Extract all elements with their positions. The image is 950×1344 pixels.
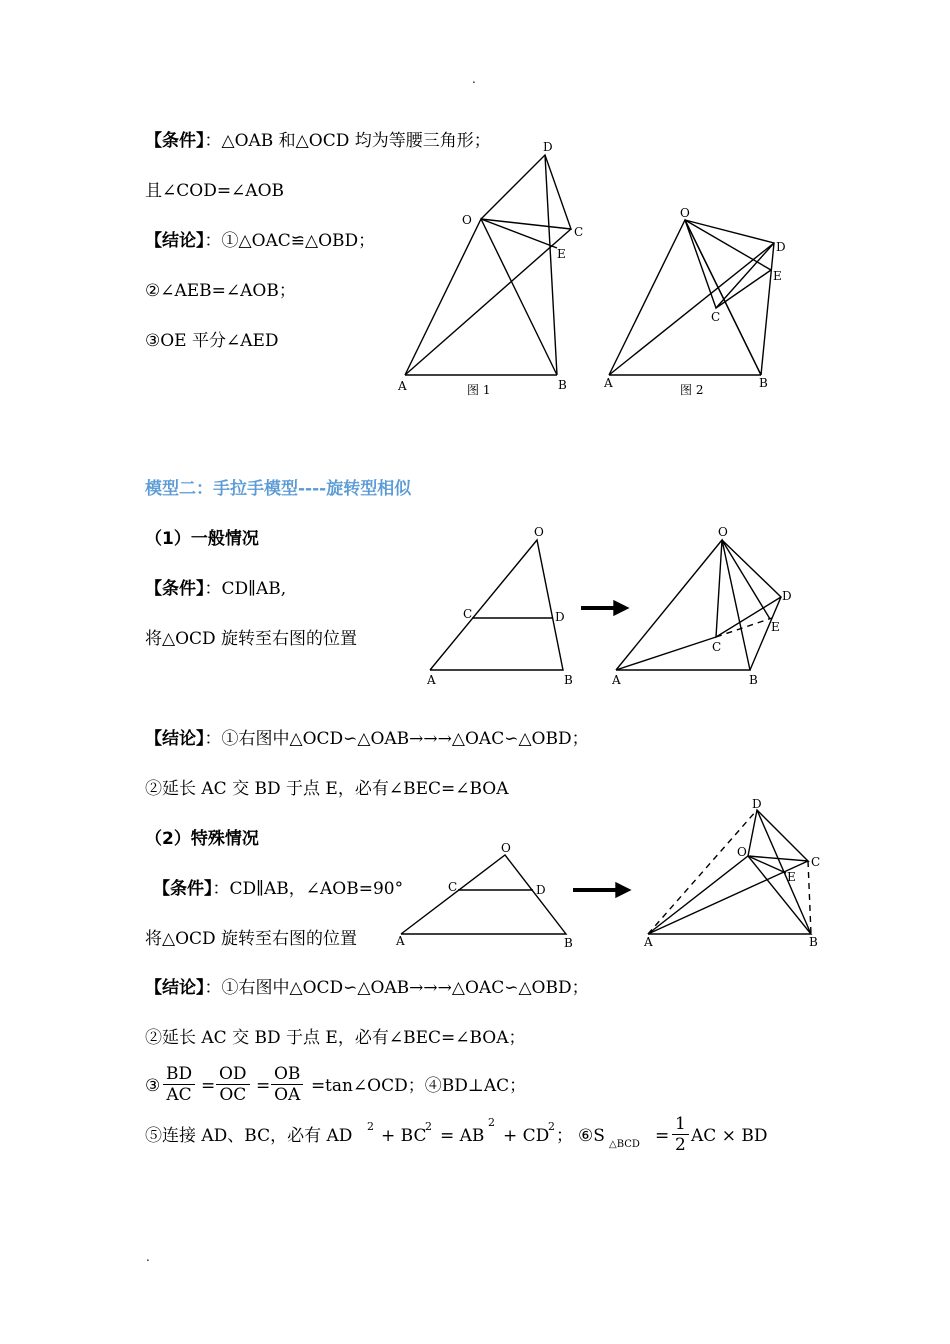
fig2-line-ce [716,270,771,308]
model1-condition-line2: 且∠COD=∠AOB [145,181,285,201]
fig1-label-a: A [398,379,407,393]
case2-conclusion-text: ：①右图中△OCD∽△OAB→→→△OAC∽△OBD； [204,978,589,998]
case1-left-label-d: D [555,610,565,624]
fraction-od-oc [216,1064,250,1105]
conclusion-text: ：①△OAC≌△OBD； [204,231,376,251]
model1-conclusion-2: ②∠AEB=∠AOB； [145,281,296,301]
fig1-label-d: D [543,140,553,154]
fig1-label-e: E [557,247,566,261]
case2-conclusion [145,977,589,999]
c6-eq: = [655,1126,670,1146]
condition-text: ：△OAB 和△OCD 均为等腰三角形； [204,131,491,151]
fig1-label-o: O [462,213,472,227]
case1-conclusion-text: ：①右图中△OCD∽△OAB→→→△OAC∽△OBD； [204,729,589,749]
case1-right-label-d: D [782,589,792,603]
c5-sq-3: 2 [488,1116,495,1129]
c3-prefix: ③ [145,1076,161,1096]
case1-right-triangle-oab [616,540,750,670]
case1-left-label-o: O [534,525,544,539]
case1-arrow-head [614,601,628,615]
c5-text: ⑤连接 AD、BC，必有 AD [145,1126,353,1146]
case1-condition-label: 【条件】 [145,579,205,599]
c5-semicolon: ； [556,1126,573,1146]
case1-condition-line2: 将△OCD 旋转至右图的位置 [145,629,358,649]
c6-prefix: ⑥S [578,1126,605,1146]
case1-left-label-a: A [427,673,436,687]
c5-eq-ab: = AB [440,1126,485,1146]
fraction-one-half-den: 2 [675,1135,686,1155]
case1-condition [145,578,286,600]
c5-plus-bc: + BC [381,1126,427,1146]
fig2-caption: 图 2 [680,383,704,397]
fig1-label-c: C [574,225,584,239]
case1-title: （1）一般情况 [145,529,259,549]
model2-heading: 模型二：手拉手模型----旋转型相似 [145,479,412,499]
case2-right-label-c: C [811,855,821,869]
footer-dot: . [146,1250,150,1264]
fig2-label-b: B [759,376,768,390]
fig2-label-o: O [680,206,690,220]
case2-right-label-d: D [752,797,762,811]
c5-sq-1: 2 [367,1120,374,1133]
case1-left-label-b: B [564,673,573,687]
fig2-line-ad [609,243,774,375]
fig2-label-d: D [776,240,786,254]
case2-left-label-o: O [501,841,511,855]
case1-right-line-ce-dashed [716,618,772,637]
case2-right-label-b: B [809,935,818,949]
fig2-label-e: E [773,269,782,283]
fig1-triangle-oab [405,219,557,375]
case2-title: （2）特殊情况 [145,829,259,849]
fig2-label-a: A [604,376,613,390]
fig2-label-c: C [711,310,721,324]
conclusion-label: 【结论】 [145,231,205,251]
case2-condition-text: ：CD∥AB，∠AOB=90° [212,879,404,899]
fig2-line-db [761,243,774,375]
fraction-bd-ac-num: BD [163,1064,195,1085]
case1-conclusion-label: 【结论】 [145,729,205,749]
case2-right-line-bc-dashed [808,861,811,934]
c6-subscript: △BCD [609,1139,640,1150]
case2-conclusion-label: 【结论】 [145,978,205,998]
case2-right-line-ad-dashed [648,810,757,934]
fraction-ob-oa-den: OA [274,1085,301,1105]
fig2-line-ob [685,220,761,375]
case1-right-label-b: B [749,673,758,687]
case1-conclusion [145,728,589,750]
fraction-ob-oa [271,1064,303,1105]
fraction-one-half-num: 1 [672,1114,689,1135]
case2-arrow-head [616,883,630,897]
case2-right-label-e: E [787,870,796,884]
eq-3: = [311,1076,326,1096]
case2-condition-label: 【条件】 [153,879,213,899]
case2-condition-line2: 将△OCD 旋转至右图的位置 [145,929,358,949]
case1-left-label-c: C [463,607,473,621]
condition-label: 【条件】 [145,131,205,151]
case1-right-label-o: O [718,525,728,539]
c5-sq-2: 2 [425,1120,432,1133]
case2-left-label-b: B [564,936,573,950]
fig2-triangle-oab [609,220,761,375]
case1-conclusion-2: ②延长 AC 交 BD 于点 E，必有∠BEC=∠BOA [145,779,509,799]
c5-sq-4: 2 [548,1120,555,1133]
case2-left-label-d: D [536,883,546,897]
fig1-line-bd [545,155,557,375]
case1-right-label-a: A [612,673,621,687]
case1-condition-text: ：CD∥AB, [204,579,287,599]
case2-left-label-c: C [448,880,458,894]
case2-right-label-o: O [737,845,747,859]
c6-suffix: AC × BD [691,1126,768,1146]
fraction-bd-ac-den: AC [166,1085,192,1105]
fig1-triangle-ocd [481,155,571,229]
case2-right-label-a: A [644,935,653,949]
fraction-bd-ac [163,1064,195,1105]
fraction-od-oc-den: OC [219,1085,247,1105]
case2-left-label-a: A [396,934,405,948]
fig1-label-b: B [558,378,567,392]
case1-triangle-oab [430,540,563,670]
header-dot: . [472,72,476,86]
fraction-od-oc-num: OD [216,1064,250,1085]
fig1-caption: 图 1 [467,383,491,397]
model1-conclusion-3: ③OE 平分∠AED [145,331,279,351]
case2-conclusion-2: ②延长 AC 交 BD 于点 E，必有∠BEC=∠BOA； [145,1028,526,1048]
eq-1: = [201,1076,216,1096]
eq-2: = [256,1076,271,1096]
c5-plus-cd: + CD [503,1126,550,1146]
case2-condition [153,878,403,900]
fraction-ob-oa-num: OB [271,1064,303,1085]
case1-right-label-c: C [712,640,722,654]
c3-suffix: tan∠OCD；④BD⊥AC； [325,1076,527,1096]
case2-right-triangle-ocd [748,810,808,861]
case1-right-label-e: E [771,620,780,634]
fraction-one-half [672,1114,689,1155]
case1-right-line-ac [616,637,716,670]
